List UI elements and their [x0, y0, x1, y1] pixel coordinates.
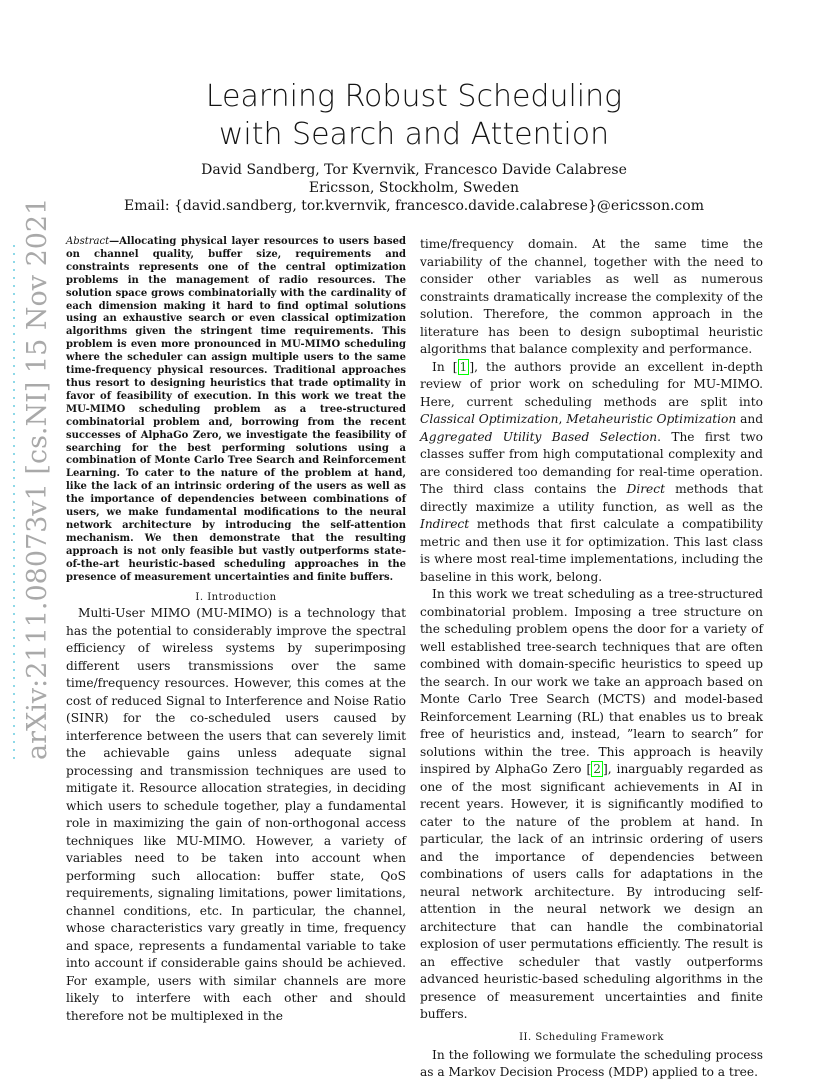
- abstract-label: Abstract: [66, 236, 110, 247]
- text-run: In: [432, 359, 453, 374]
- email-line: Email: {david.sandberg, tor.kvernvik, francesco.davide.calabrese}@ericsson.com: [124, 198, 704, 214]
- italic-term: Direct: [626, 482, 665, 496]
- section-heading-introduction: I. Introduction: [195, 592, 277, 604]
- abstract: [66, 236, 406, 584]
- citation-link-1[interactable]: 1: [459, 359, 468, 374]
- text-run: methods that directly maximize a utility function, as well as the: [420, 482, 763, 514]
- title-line-2: with Search and Attention: [218, 117, 610, 152]
- text-run: methods that first calculate a compatibility metric and then use it for optimization. This last class is where most real-time implementations, including the baseline in this work, belong.: [420, 517, 763, 584]
- text-run: and: [736, 412, 764, 426]
- right-paragraph-3: In the following we formulate the scheduling process as a Markov Decision Process (MDP) applied to a tree.: [420, 1047, 763, 1079]
- intro-paragraph-1: Multi-User MIMO (MU-MIMO) is a technology that has the potential to considerably improve the spectral efficiency of wireless systems by superimposing different users transmissions over the same time/frequency resources. However, this comes at the cost of reduced Signal to Interference and Noise Ratio (SINR) for the co-scheduled users caused by interference between the users that can severely limit the achievable gains unless adequate signal processing and transmission techniques are used to mitigate it. Resource allocation strategies, in deciding which users to schedule together, play a fundamental role in maximizing the gain of non-orthogonal access techniques like MU-MIMO. However, a variety of variables need to be taken into account when performing such allocation: buffer state, QoS requirements, signaling limitations, power limitations, channel conditions, etc. In particular, the channel, whose characteristics vary greatly in time, frequency and space, represents a fundamental variable to take into account if considerable gains should be achieved. For example, users with similar channels are more likely to interfere with each other and should therefore not be multiplexed in the: [66, 606, 406, 1023]
- italic-term: Classical Optimization: [420, 412, 559, 426]
- abstract-body: —Allocating physical layer resources to users based on channel quality, buffer size, requirements and constraints represents one of the central optimization problems in the management of radio resources. The solution space grows combinatorially with the cardinality of each dimension making it hard to find optimal solutions using an exhaustive search or even classical optimization algorithms given the stringent time requirements. This problem is even more pronounced in MU-MIMO scheduling where the scheduler can assign multiple users to the same time-frequency physical resources. Traditional approaches thus resort to designing heuristics that trade optimality in favor of feasibility of execution. In this work we treat the MU-MIMO scheduling problem as a tree-structured combinatorial problem and, borrowing from the recent successes of AlphaGo Zero, we investigate the feasibility of searching for the best performing solutions using a combination of Monte Carlo Tree Search and Reinforcement Learning. To cater to the nature of the problem at hand, like the lack of an intrinsic ordering of the users as well as the importance of dependencies between combinations of users, we make fundamental modifications to the neural network architecture by introducing the self-attention mechanism. We then demonstrate that the resulting approach is not only feasible but vastly outperforms state-of-the-art heuristic-based scheduling approaches in the presence of measurement uncertainties and finite buffers.: [66, 236, 406, 583]
- affiliation: Ericsson, Stockholm, Sweden: [308, 180, 520, 196]
- citation-link-2[interactable]: 2: [593, 762, 601, 776]
- italic-term: Metaheuristic Optimization: [566, 412, 737, 426]
- right-paragraph-2: In this work we treat scheduling as a tree-structured combinatorial problem. Imposing a tree structure on the scheduling problem opens the door for a variety of well established tree-search techniques that are often combined with domain-specific heuristics to speed up the search. In our work we take an approach based on Monte Carlo Tree Search (MCTS) and model-based Reinforcement Learning (RL) that enables us to break free of heuristics and, instead, ”learn to search” for solutions within the tree. This approach is heavily inspired by AlphaGo Zero [ 2 ], inarguably regarded as one of the most significant achievements in AI in recent years. However, it is significantly modified to cater to the nature of the problem at hand. In particular, the lack of an intrinsic ordering of users and the importance of dependencies between combinations of users calls for adaptations in the neural network architecture. By introducing self-attention in the neural network we design an architecture that can handle the combinatorial explosion of user permutations efficiently. The result is an effective scheduler that vastly outperforms advanced heuristic-based scheduling algorithms in the presence of measurement uncertainties and finite buffers.: [420, 587, 763, 1021]
- text-run: ,: [558, 412, 567, 426]
- italic-term: Indirect: [420, 517, 470, 531]
- italic-term: Aggregated Utility Based Selection: [420, 429, 658, 444]
- text-run: In this work we treat scheduling as a tree-structured combinatorial problem. Imposing a tree structure on the scheduling problem opens the door for a variety of well established tree-search techniques that are often combined with domain-specific heuristics to speed up the search. In our work we take an approach based on Monte Carlo Tree Search (MCTS) and model-based Reinforcement Learning (RL) that enables us to break free of heuristics and, instead, ”learn to search” for solutions within the tree. This approach is heavily inspired by AlphaGo Zero: [420, 587, 763, 776]
- author-names: David Sandberg, Tor Kvernvik, Francesco Davide Calabrese: [201, 162, 627, 178]
- left-column: [66, 236, 406, 1025]
- arxiv-identifier: arXiv:2111.08073v1 [cs.NI] 15 Nov 2021: [22, 197, 53, 760]
- author-block: [0, 161, 828, 215]
- text-run: , inarguably regarded as one of the most significant achievements in AI in recent years. However, it is significantly modified to cater to the nature of the problem at hand. In particular, the lack of an intrinsic ordering of users and the importance of dependencies between combinations of users calls for adaptations in the neural network architecture. By introducing self-attention in the neural network we design an architecture that can handle the combinatorial explosion of user permutations efficiently. The result is an effective scheduler that vastly outperforms advanced heuristic-based scheduling algorithms in the presence of measurement uncertainties and finite buffers.: [420, 762, 763, 1021]
- right-paragraph-1: In [ 1 ], the authors provide an excellent in-depth review of prior work on scheduling for MU-MIMO. Here, current scheduling methods are split into Classical Optimization, Metaheuristic Optimization and Aggregated Utility Based Selection. The first two classes suffer from high computational complexity and are considered too demanding for real-time operation. The third class contains the Direct methods that directly maximize a utility function, as well as the Indirect methods that first calculate a compatibility metric and then use it for optimization. This last class is where most real-time implementations, including the baseline in this work, belong.: [420, 359, 764, 584]
- text-run: . The first two classes suffer from high computational complexity and are considered too demanding for real-time operation. The third class contains the: [420, 429, 763, 496]
- right-paragraph-0: time/frequency domain. At the same time the variability of the channel, together with the need to consider other variables as well as numerous constraints dramatically increase the complexity of the solution. Therefore, the common approach in the literature has been to design suboptimal heuristic algorithms that balance complexity and performance.: [420, 237, 763, 356]
- section-heading-scheduling-framework: II. Scheduling Framework: [519, 1031, 664, 1043]
- paper-title: [0, 78, 828, 154]
- right-column: [420, 236, 763, 1082]
- title-line-1: Learning Robust Scheduling: [205, 79, 623, 114]
- text-run: , the authors provide an excellent in-depth review of prior work on scheduling for MU-MIMO. Here, current scheduling methods are split into: [420, 359, 764, 409]
